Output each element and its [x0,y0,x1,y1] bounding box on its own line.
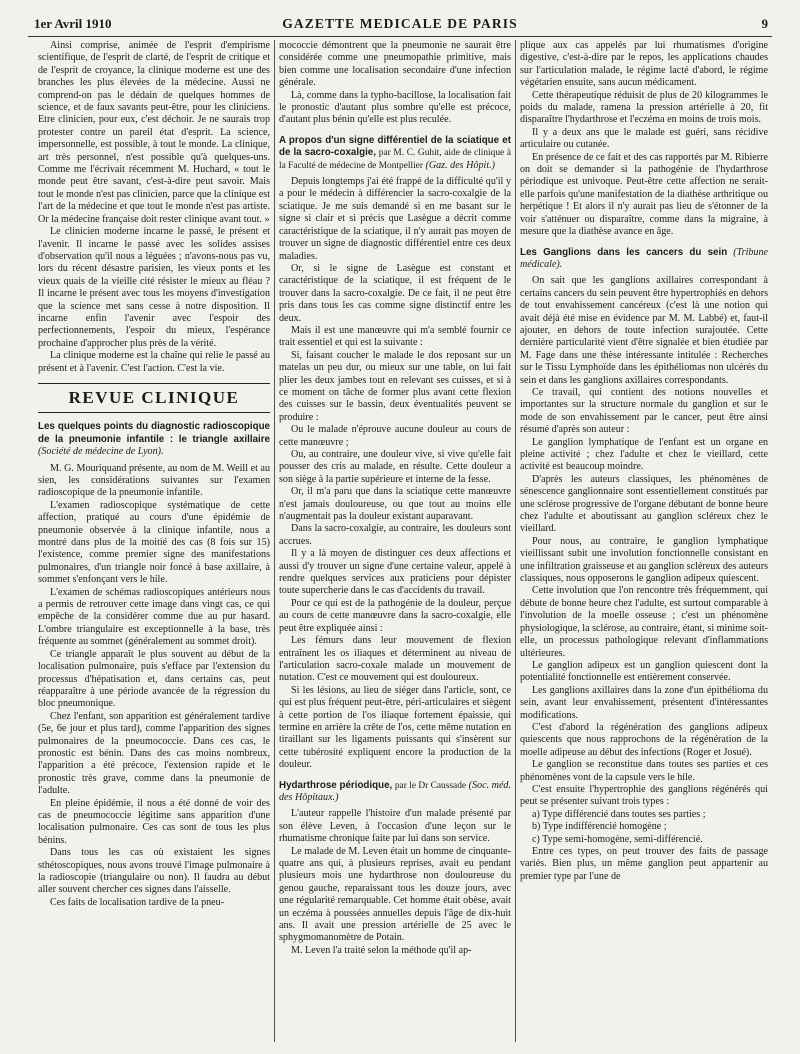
issue-date: 1er Avril 1910 [34,16,112,31]
paragraph: L'examen radioscopique systématique de cette affection, pratiqué au cours d'une épidémie de pneumonie observée à la clinique infantile, nous a montré dans plus de la moitié des cas (8 fois sur 15) l'existence, comme premier signe des manifestations pulmonaires, d'un triangle noir foncé à base axillaire, à sommet s'enfonçant vers le hile. [38,499,270,586]
paragraph: On sait que les ganglions axillaires correspondant à certains cancers du sein peuvent être hypertrophiés en dehors de tout envahissement cancéreux (c'est là une notion qui avait déjà été mise en évidence par M. M. Labbé) et, faut-il ajouter, en dehors de toute infection surajoutée. Cette dernière particularité vient d'être signalée et bien étudiée par M. Fage dans une thèse intéressante intitulée : Recherches sur le Tissu Lymphoïde dans les épithéliomas non ulcérés du sein et dans les ganglions axillaires correspondants. [520,275,768,386]
article-source: (Soc. méd. des Hôpitaux.) [279,779,511,803]
paragraph: mococcie démontrent que la pneumonie ne saurait être considérée comme une pneumopathie primitive, mais bien comme une localisation secondaire d'une infection générale. [279,40,511,89]
article-heading [520,247,768,272]
paragraph: Les ganglions axillaires dans la zone d'un épithélioma du sein, avant leur envahissement, présentent d'intéressantes modifications. [520,684,768,721]
article-heading [279,780,511,805]
article-title: Les quelques points du diagnostic radioscopique de la pneumonie infantile : le triangle axillaire [38,421,270,445]
paragraph: D'après les auteurs classiques, les phénomènes de sénescence ganglionnaire sont essentiellement constitués par une sclérose progressive de l'organe débutant de bonne heure chez l'adulte et aboutissant au ganglion scléreux chez le vieillard. [520,473,768,535]
page-number: 9 [761,16,768,31]
paragraph: Ainsi comprise, animée de l'esprit d'empirisme scientifique, de l'esprit de clarté, de l'esprit de critique et de l'esprit de croyance, la clinique moderne est une des branches les plus élevées de la médecine. Aussi ne comprend-on pas le dédain de quelques hommes de science, et de faux savants peut-être, pour les cliniciens. Etre clinicien, pour eux, c'est déchoir. Je ne saurais trop protester contre un pareil état d'esprit. La science, impersonnelle, est possible, à tout le monde. La clinique, art très personnel, n'est possible qu'à quelques-uns. Comme me l'écrivait récemment M. Huchard, « tout le monde peut être savant, c'est-à-dire peut savoir. Mais tout le monde n'est pas clinicien, parce que la clinique est l'art de la médecine et que tout le monde n'est pas artiste. Or la médecine française doit rester clinique avant tout. » [38,40,270,225]
header-rule [28,36,772,37]
article-title: A propos d'un signe différentiel de la sciatique et de la sacro-coxalgie, [279,134,511,159]
paragraph: En pleine épidémie, il nous a été donné de voir des cas de pneumococcie légitime sans apparition d'une localisation pulmonaire. Ces cas sont de tous les plus bénins. [38,797,270,846]
paragraph: M. Leven l'a traité selon la méthode qu'il ap- [291,944,472,956]
paragraph: Dans tous les cas où existaient les signes sthétoscopiques, nous avons trouvé l'image pulmonaire à la radioscopie (triangulaire ou non). Il faudra au début aller souvent chercher ces signes dans l'aisselle. [38,847,270,896]
paragraph: M. G. Mouriquand présente, au nom de M. Weill et au sien, les considérations suivantes sur l'examen radioscopique de la pneumonie infantile. [38,462,270,499]
paragraph: Ou, au contraire, une douleur vive, si vive qu'elle fait pousser des cris au malade, en résulte. Cette douleur a son siège à la partie supérieure et interne de la fesse. [279,449,511,485]
article-source: (Société de médecine de Lyon). [38,446,164,458]
paragraph: Dans la sacro-coxalgie, au contraire, les douleurs sont accrues. [279,523,511,547]
paragraph: Ce travail, qui contient des notions nouvelles et importantes sur la structure normale du ganglion et sur le mode de son envahissement par le cancer, peut être ainsi résumé d'après son auteur : [520,386,768,436]
article-title: Les Ganglions dans les cancers du sein [520,246,728,258]
paragraph: Ou le malade n'éprouve aucune douleur au cours de cette manœuvre ; [279,424,511,448]
page-header [28,12,772,34]
paragraph: C'est ensuite l'hypertrophie des ganglions régénérés qui peut se présenter suivant trois types : [520,783,768,808]
paragraph: La clinique moderne est la chaîne qui relie le passé au présent et à l'avenir. C'est l'action. C'est la vie. [38,350,270,374]
paragraph: Le clinicien moderne incarne le passé, le présent et l'avenir. Il incarne le passé avec les solides assises d'observation qu'il nous a léguées ; n'avons-nous pas vu, lors du récent désastre parisien, les vieux ponts et les vieux quais de la vieille cité résister le mieux au fléau ? Il incarne le présent avec tous les moyens d'investigation que la science met sans cesse à notre disposition. Il incarne enfin l'avenir avec l'espoir des perfectionnements, l'espoir du mieux, l'espérance prochaine d'approcher plus près de la vérité. [38,226,270,349]
list-item: b) Type indifférencié homogène ; [532,821,667,833]
article-source: (Tribune médicale). [520,246,768,270]
paragraph: Cette involution que l'on rencontre très fréquemment, qui débute de bonne heure chez l'adulte, est surtout comparable à l'involution de la moelle osseuse ; c'est un phénomène physiologique, la sclérose, au contraire, étant, si minime soit-elle, un processus pathologique relevant d'inflammations ultérieures. [520,585,768,659]
article-heading [38,421,270,458]
paragraph: Il y a deux ans que le malade est guéri, sans récidive articulaire ou cutanée. [520,126,768,151]
paragraph: Pour ce qui est de la pathogénie de la douleur, perçue au cours de cette manœuvre dans la sacro-coxalgie, elle peut être expliquée ainsi : [279,597,511,634]
paragraph: plique aux cas appelés par lui rhumatismes d'origine digestive, c'est-à-dire par le repos, les applications chaudes sur l'articulation malade, le régime lacté d'abord, le régime végétarien ensuite, sans aucun médicament. [520,40,768,89]
paragraph: Si les lésions, au lieu de siéger dans l'article, sont, ce qui est plus fréquent peut-être, péri-articulaires et siègent à cette portion de l'os iliaque fortement épaissie, qui termine en arrière la crête de l'os, cette même nutation en tiraillant sur les ligaments puissants qui s'insèrent sur cette tubérosité expliquent encore la production de la douleur. [279,684,511,771]
article-heading [279,135,511,172]
paragraph: Entre ces types, on peut trouver des faits de passage variés. Bien plus, un même ganglion peut appartenir au premier type par l'une de [520,846,768,882]
paragraph: Or, si le signe de Lasègue est constant et caractéristique de la sciatique, il est fréquent de le trouver dans la sacro-coxalgie. De ce fait, il ne peut être pris dans tous les cas comme signe distinctif entre les deux. [279,262,511,324]
paragraph: Ce triangle apparaît le plus souvent au début de la localisation pulmonaire, puis s'efface par l'extension du processus d'hépatisation et, dans certains cas, peut réapparaître à une période avancée de la régression du bloc pneumonique. [38,648,270,710]
section-heading: REVUE CLINIQUE [68,387,240,407]
column-rule [274,40,275,1042]
paragraph: En présence de ce fait et des cas rapportés par M. Ribierre on doit se demander si la pathogénie de l'hydarthrose périodique est univoque. Peut-être cette affection ne serait-elle parfois qu'une manifestation de la diathèse arthritique ou herpétique ! Et alors il n'y aurait pas lieu de s'étonner de la voir s'atténuer ou disparaître, comme dans la migraine, à mesure que la diathèse avance en âge. [520,151,768,238]
article-source: (Gaz. des Hôpit.) [425,159,496,171]
paragraph: Depuis longtemps j'ai été frappé de la difficulté qu'il y a pour le médecin à différencier la sacro-coxalgie de la sciatique. Je me suis demandé si en me basant sur le signe si clair et si précis que Lasègue a décrit comme caractéristique de la sciatique, il n'y aurait pas moyen de trouver un signe de diagnostic différentiel entre ces deux maladies. [279,176,511,262]
paragraph: Pour nous, au contraire, le ganglion lymphatique vieillissant subit une involution fonctionnelle consistant en une infiltration graisseuse et au ganglion scléreux des auteurs classiques, nous opposerons le ganglion adipeux quiescent. [520,535,768,585]
paragraph: Là, comme dans la typho-bacillose, la localisation fait le pronostic d'autant plus sombre qu'elle est précoce, d'autant plus bénin qu'elle est plus reculée. [279,89,511,126]
article-author: par M. C. Guhit, aide de clinique à la Faculté de médecine de Montpellier [279,148,511,171]
paragraph: Cette thérapeutique réduisit de plus de 20 kilogrammes le poids du malade, ramena la pression artérielle à 20, fit disparaître l'hydarthrose et l'eczéma en moins de trois mois. [520,89,768,126]
list-item: a) Type différencié dans toutes ses parties ; [532,808,706,820]
column-rule [515,40,516,1042]
paragraph: Chez l'enfant, son apparition est généralement tardive (5e, 6e jour et plus tard), comme l'apparition des signes pulmonaires de la pneumococcie. Dans ces cas, le pronostic est bénin. Dans des cas moins nombreux, l'apparition a été précoce, l'extension rapide et le pronostic très grave, comme dans la pneumonie de l'adulte. [38,710,270,797]
paragraph: Or, il m'a paru que dans la sciatique cette manœuvre n'est jamais douloureuse, ou que tout au moins elle n'augmentait pas la douleur existant auparavant. [279,486,511,523]
paragraph: Le ganglion adipeux est un ganglion quiescent dont la potentialité fonctionnelle est entièrement conservée. [520,659,768,684]
paragraph: Le ganglion se reconstitue dans toutes ses parties et ces phénomènes vont de la capsule vers le hile. [520,759,768,783]
paragraph: Le malade de M. Leven était un homme de cinquante-quatre ans qui, à plusieurs reprises, avait eu pendant plusieurs mois une hydarthrose non douloureuse du genou gauche, reparaissant tous les douze jours, avec une régularité remarquable. Cet homme était obèse, avait un eczéma à poussées annuelles depuis l'âge de dix-huit ans. Il avait une pression artérielle de 25 avec le sphygmomanomètre de Potain. [279,845,511,944]
column-2 [279,40,511,1048]
paragraph: Le ganglion lymphatique de l'enfant est un organe en pleine activité ; chez l'adulte et chez le vieillard, cette activité est beaucoup moindre. [520,436,768,473]
column-1 [38,40,270,1048]
article-author: par le Dr Caussade [394,780,467,791]
article-title: Hydarthrose périodique, [279,779,393,791]
paragraph: L'examen de schémas radioscopiques antérieurs nous a permis de retrouver cette image dans vingt cas, ce qui empêche de la considérer comme due au pur hasard. L'ombre triangulaire est exceptionnelle à la base, très fréquente au sommet (généralement au sommet droit). [38,586,270,648]
section-rule [38,383,270,384]
list-item: c) Type semi-homogène, semi-différencié. [532,833,703,845]
paragraph: Mais il est une manœuvre qui m'a semblé fournir ce trait essentiel et qui est la suivante : [279,324,511,349]
paragraph: C'est d'abord la régénération des ganglions adipeux quiescents que nous rapprochons de la régénération de la moelle adipeuse au début des infections (Roger et Josué). [520,721,768,758]
journal-title: GAZETTE MEDICALE DE PARIS [282,16,518,31]
paragraph: Ces faits de localisation tardive de la pneu- [50,896,225,908]
paragraph: Les fémurs dans leur mouvement de flexion entraînent les os iliaques et déterminent au niveau de l'articulation sacro-coxale malade un mouvement de nutation. C'est ce mouvement qui est douloureux. [279,635,511,684]
paragraph: Si, faisant coucher le malade le dos reposant sur un matelas un peu dur, ou mieux sur une table, on lui fait plier les deux jambes tout en relevant ses cuisses, et si à ce moment on tâche de former plus avant cette flexion des cuisses sur le bassin, deux éventualités peuvent se produire : [279,349,511,423]
paragraph: L'auteur rappelle l'histoire d'un malade présenté par son élève Leven, à l'occasion d'une leçon sur le rhumatisme chronique faite par lui dans son service. [279,808,511,845]
paragraph: Il y a là moyen de distinguer ces deux affections et aussi d'y trouver un signe d'une certaine valeur, appelé à rendre quelques services aux praticiens pour dépister toute supercherie dans le cas d'accidents du travail. [279,548,511,597]
section-rule [38,412,270,413]
column-3 [520,40,768,1048]
